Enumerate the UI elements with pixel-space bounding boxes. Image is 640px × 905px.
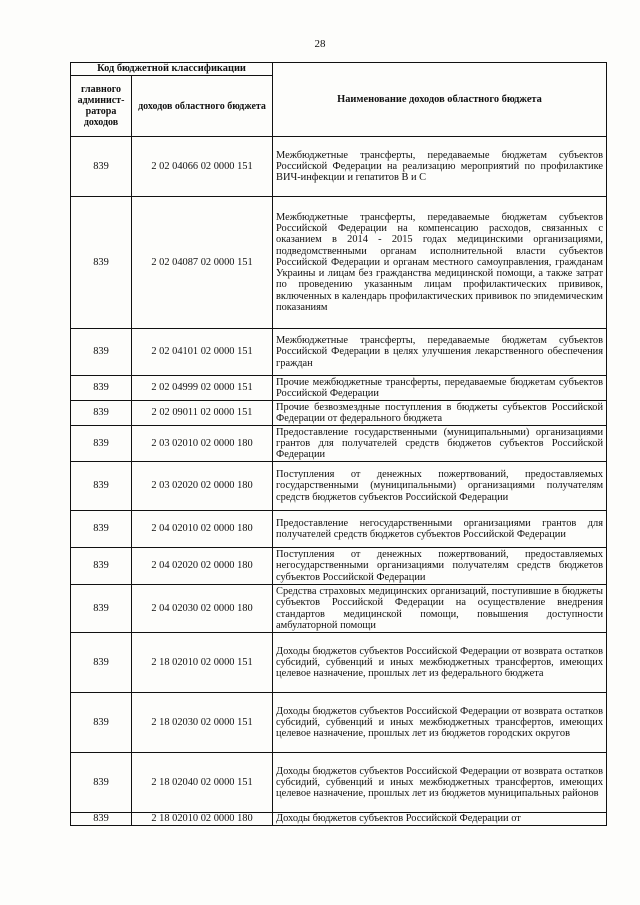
header-budget-classification-code: Код бюджетной классификации xyxy=(71,63,273,76)
income-code-cell: 2 18 02010 02 0000 151 xyxy=(132,633,273,693)
header-chief-administrator: главного админист-ратора доходов xyxy=(71,76,132,137)
table-row xyxy=(71,197,607,329)
admin-code-cell: 839 xyxy=(71,426,132,462)
admin-code-cell: 839 xyxy=(71,197,132,329)
income-code-cell: 2 04 02030 02 0000 180 xyxy=(132,585,273,633)
table-row xyxy=(71,329,607,376)
income-code-cell: 2 18 02040 02 0000 151 xyxy=(132,753,273,813)
income-name-cell: Межбюджетные трансферты, передаваемые бюджетам субъектов Российской Федерации на компенсацию расходов, связанных с оказанием в 2014 - 2015 годах медицинскими организациями, подведомственными органам исполнительной власти субъектов Российской Федерации и органам местного самоуправления, гражданам Украины и лицам без гражданства медицинской помощи, а также затрат по проведению указанным лицам профилактических прививок, включенных в календарь профилактических прививок по эпидемическим показаниям xyxy=(273,197,607,329)
table-row xyxy=(71,633,607,693)
table-row xyxy=(71,585,607,633)
income-name-cell: Межбюджетные трансферты, передаваемые бюджетам субъектов Российской Федерации на реализацию мероприятий по профилактике ВИЧ-инфекции и гепатитов B и C xyxy=(273,137,607,197)
table-row xyxy=(71,137,607,197)
admin-code-cell: 839 xyxy=(71,753,132,813)
income-code-cell: 2 02 04066 02 0000 151 xyxy=(132,137,273,197)
table-row xyxy=(71,753,607,813)
income-code-cell: 2 02 04999 02 0000 151 xyxy=(132,376,273,401)
admin-code-cell: 839 xyxy=(71,585,132,633)
admin-code-cell: 839 xyxy=(71,401,132,426)
table-row xyxy=(71,376,607,401)
admin-code-cell: 839 xyxy=(71,462,132,511)
income-code-cell: 2 02 09011 02 0000 151 xyxy=(132,401,273,426)
table-row xyxy=(71,462,607,511)
income-name-cell: Межбюджетные трансферты, передаваемые бюджетам субъектов Российской Федерации в целях улучшения лекарственного обеспечения граждан xyxy=(273,329,607,376)
income-code-cell: 2 04 02020 02 0000 180 xyxy=(132,548,273,585)
table-row xyxy=(71,511,607,548)
page-number: 28 xyxy=(314,38,326,50)
admin-code-cell: 839 xyxy=(71,813,132,826)
income-name-cell: Доходы бюджетов субъектов Российской Федерации от возврата остатков субсидий, субвенций и иных межбюджетных трансфертов, имеющих целевое назначение, прошлых лет из бюджетов муниципальных районов xyxy=(273,753,607,813)
admin-code-cell: 839 xyxy=(71,376,132,401)
income-code-cell: 2 02 04101 02 0000 151 xyxy=(132,329,273,376)
admin-code-cell: 839 xyxy=(71,633,132,693)
income-name-cell: Доходы бюджетов субъектов Российской Федерации от возврата остатков субсидий, субвенций и иных межбюджетных трансфертов, имеющих целевое назначение, прошлых лет из бюджетов городских округов xyxy=(273,693,607,753)
income-name-cell: Поступления от денежных пожертвований, предоставляемых негосударственными организациями получателям средств бюджетов субъектов Российской Федерации xyxy=(273,548,607,585)
header-income-name: Наименование доходов областного бюджета xyxy=(273,63,607,137)
income-name-cell: Предоставление негосударственными организациями грантов для получателей средств бюджетов субъектов Российской Федерации xyxy=(273,511,607,548)
income-code-cell: 2 18 02010 02 0000 180 xyxy=(132,813,273,826)
admin-code-cell: 839 xyxy=(71,137,132,197)
income-code-cell: 2 18 02030 02 0000 151 xyxy=(132,693,273,753)
income-name-cell: Прочие безвозмездные поступления в бюджеты субъектов Российской Федерации от федерального бюджета xyxy=(273,401,607,426)
income-name-cell: Средства страховых медицинских организаций, поступившие в бюджеты субъектов Российской Федерации на осуществление внедрения стандартов медицинской помощи, повышения доступности амбулаторной помощи xyxy=(273,585,607,633)
income-code-cell: 2 02 04087 02 0000 151 xyxy=(132,197,273,329)
admin-code-cell: 839 xyxy=(71,329,132,376)
budget-classification-table xyxy=(70,62,607,826)
admin-code-cell: 839 xyxy=(71,693,132,753)
income-name-cell: Поступления от денежных пожертвований, предоставляемых государственными (муниципальными) организациями получателям средств бюджетов субъектов Российской Федерации xyxy=(273,462,607,511)
table-row xyxy=(71,548,607,585)
table-row xyxy=(71,813,607,826)
income-code-cell: 2 04 02010 02 0000 180 xyxy=(132,511,273,548)
income-name-cell: Прочие межбюджетные трансферты, передаваемые бюджетам субъектов Российской Федерации xyxy=(273,376,607,401)
income-code-cell: 2 03 02020 02 0000 180 xyxy=(132,462,273,511)
income-code-cell: 2 03 02010 02 0000 180 xyxy=(132,426,273,462)
table-row xyxy=(71,401,607,426)
income-name-cell: Доходы бюджетов субъектов Российской Федерации от возврата остатков субсидий, субвенций и иных межбюджетных трансфертов, имеющих целевое назначение, прошлых лет из федерального бюджета xyxy=(273,633,607,693)
income-name-cell: Доходы бюджетов субъектов Российской Федерации от xyxy=(273,813,607,826)
table-body xyxy=(71,137,607,826)
admin-code-cell: 839 xyxy=(71,511,132,548)
table-row xyxy=(71,426,607,462)
income-name-cell: Предоставление государственными (муниципальными) организациями грантов для получателей средств бюджетов субъектов Российской Федерации xyxy=(273,426,607,462)
header-regional-income: доходов областного бюджета xyxy=(132,76,273,137)
table-row xyxy=(71,693,607,753)
admin-code-cell: 839 xyxy=(71,548,132,585)
